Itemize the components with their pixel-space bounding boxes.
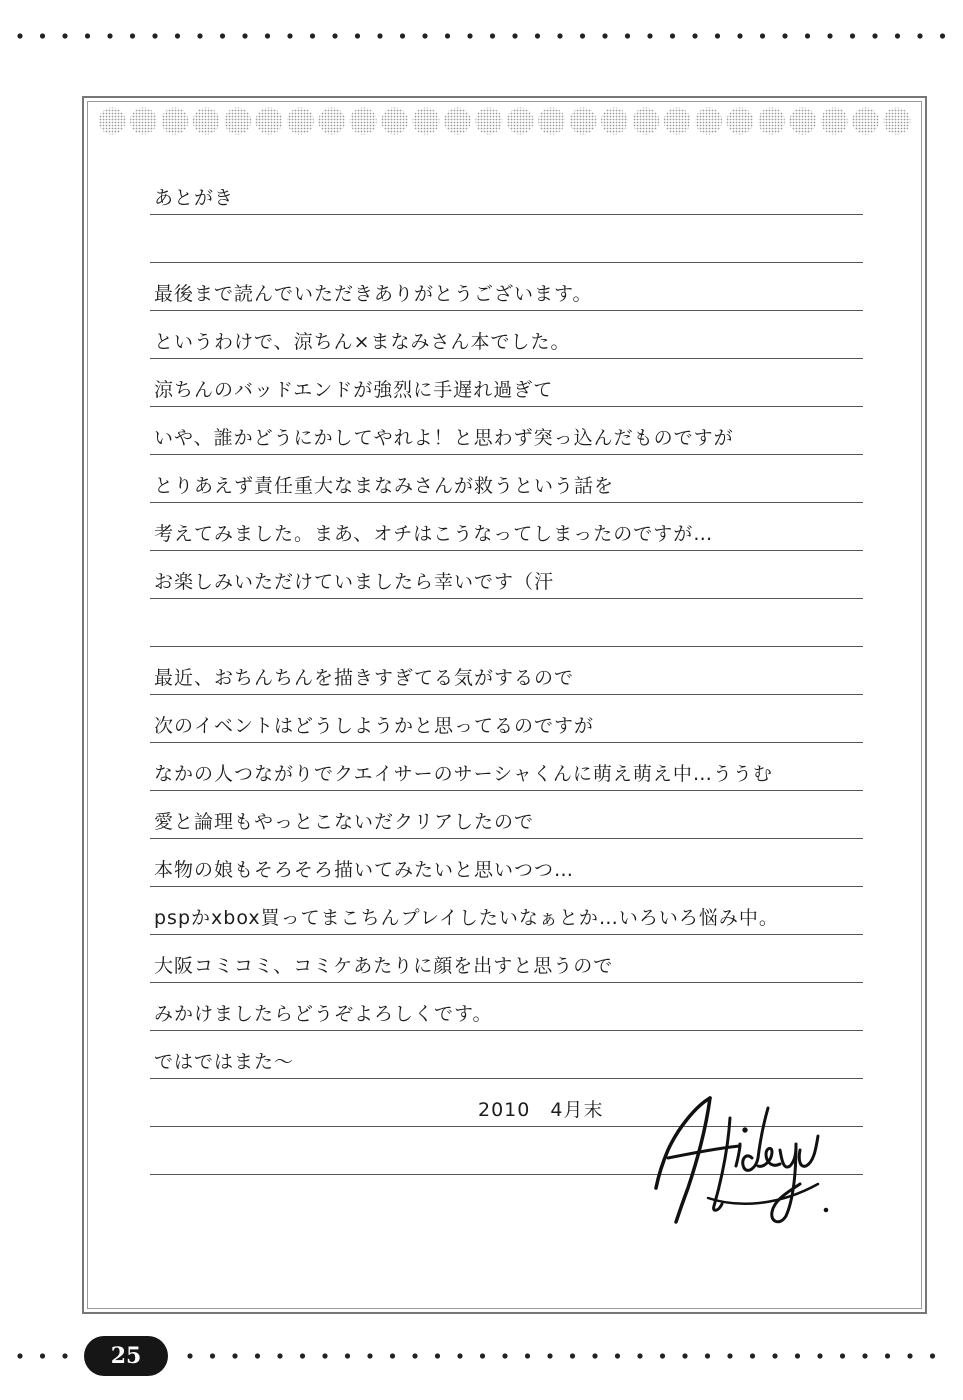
scallop-circle <box>727 108 754 135</box>
border-dot <box>502 1353 507 1358</box>
border-dot <box>40 33 45 38</box>
border-dot <box>615 1353 620 1358</box>
border-dot <box>457 1353 462 1358</box>
border-dot <box>277 1353 282 1358</box>
border-dot <box>435 1353 440 1358</box>
text-line: とりあえず責任重大なまなみさんが救うという話を <box>154 475 615 497</box>
ruled-line <box>150 502 863 551</box>
border-dot <box>727 1353 732 1358</box>
scallop-circle <box>287 108 314 135</box>
border-dot <box>547 1353 552 1358</box>
ruled-line <box>150 454 863 503</box>
text-line: なかの人つながりでクエイサーのサーシャくんに萌え萌え中…ううむ <box>154 763 773 785</box>
scallop-circle <box>758 108 785 135</box>
page-number-badge <box>84 1336 168 1376</box>
page-number: 25 <box>110 1343 142 1369</box>
scallop-circle <box>193 108 220 135</box>
border-dot <box>715 33 720 38</box>
scallop-circle <box>570 108 597 135</box>
border-dot <box>592 1353 597 1358</box>
scallop-circle <box>507 108 534 135</box>
border-dot <box>62 33 67 38</box>
border-dot <box>907 1353 912 1358</box>
text-line: pspかxbox買ってまこちんプレイしたいなぁとか…いろいろ悩み中。 <box>154 907 779 929</box>
border-dot <box>40 1353 45 1358</box>
border-dot <box>637 1353 642 1358</box>
scallop-circle <box>444 108 471 135</box>
border-dot <box>445 33 450 38</box>
border-dot <box>512 33 517 38</box>
border-dot <box>210 1353 215 1358</box>
ruled-line <box>150 646 863 695</box>
border-dot <box>490 33 495 38</box>
border-dot <box>255 1353 260 1358</box>
border-dot <box>107 33 112 38</box>
ruled-line-blank <box>150 598 863 647</box>
ruled-line <box>150 310 863 359</box>
border-dot <box>332 33 337 38</box>
border-dot <box>535 33 540 38</box>
scallop-circle <box>601 108 628 135</box>
ruled-line <box>150 694 863 743</box>
border-dot <box>895 33 900 38</box>
scallop-circle <box>664 108 691 135</box>
scallop-circle <box>99 108 126 135</box>
ruled-line <box>150 1030 863 1079</box>
text-line: 涼ちんのバッドエンドが強烈に手遅れ過ぎて <box>154 379 554 401</box>
border-dot <box>367 1353 372 1358</box>
border-dot <box>692 33 697 38</box>
ruled-line <box>150 982 863 1031</box>
scallop-circle <box>852 108 879 135</box>
border-dot <box>625 33 630 38</box>
border-dot <box>322 1353 327 1358</box>
border-dot <box>197 33 202 38</box>
text-line: 大阪コミコミ、コミケあたりに顔を出すと思うので <box>154 955 614 977</box>
border-dot <box>355 33 360 38</box>
border-dot <box>862 1353 867 1358</box>
border-dot <box>917 33 922 38</box>
text-line: 愛と論理もやっとこないだクリアしたので <box>154 811 535 833</box>
border-dot <box>782 33 787 38</box>
border-dot <box>175 33 180 38</box>
ruled-line <box>150 790 863 839</box>
border-dot <box>872 33 877 38</box>
scallop-circle <box>475 108 502 135</box>
border-dot <box>300 1353 305 1358</box>
border-dot <box>850 33 855 38</box>
border-dot <box>390 1353 395 1358</box>
scallop-circle <box>256 108 283 135</box>
ruled-line <box>150 406 863 455</box>
text-line: みかけましたらどうぞよろしくです。 <box>154 1003 493 1025</box>
scallop-circle <box>884 108 911 135</box>
border-dot <box>85 33 90 38</box>
scallop-circle <box>350 108 377 135</box>
border-dot <box>647 33 652 38</box>
border-dot <box>557 33 562 38</box>
scallop-circle <box>381 108 408 135</box>
text-line: 次のイベントはどうしようかと思ってるのですが <box>154 715 595 737</box>
scallop-header-band <box>96 106 912 136</box>
ruled-line <box>150 262 863 311</box>
border-dot <box>737 33 742 38</box>
border-dot <box>480 1353 485 1358</box>
text-line: いや、誰かどうにかしてやれよ！と思わず突っ込んだものですが <box>154 427 734 449</box>
border-dot <box>412 1353 417 1358</box>
scallop-circle <box>130 108 157 135</box>
scallop-circle <box>413 108 440 135</box>
border-dot <box>220 33 225 38</box>
border-dot <box>772 1353 777 1358</box>
border-dot <box>602 33 607 38</box>
border-dot <box>930 1353 935 1358</box>
border-dot <box>310 33 315 38</box>
border-dot <box>17 33 22 38</box>
border-dot <box>400 33 405 38</box>
border-dot <box>580 33 585 38</box>
border-dot <box>17 1353 22 1358</box>
scallop-circle <box>821 108 848 135</box>
border-dot <box>760 33 765 38</box>
ruled-line <box>150 742 863 791</box>
border-dot <box>827 33 832 38</box>
scallop-circle <box>632 108 659 135</box>
text-line: というわけで、涼ちん×まなみさん本でした。 <box>154 331 571 353</box>
border-dot <box>467 33 472 38</box>
afterword-title: あとがき <box>154 187 235 209</box>
signature-scribble <box>648 1088 838 1228</box>
ruled-line <box>150 886 863 935</box>
scallop-circle <box>318 108 345 135</box>
border-dot <box>840 1353 845 1358</box>
border-dot <box>817 1353 822 1358</box>
dot-pattern-top <box>0 30 963 42</box>
scallop-circle <box>224 108 251 135</box>
border-dot <box>232 1353 237 1358</box>
text-line: 最後まで読んでいただきありがとうございます。 <box>154 283 593 305</box>
scallop-circle <box>538 108 565 135</box>
border-dot <box>885 1353 890 1358</box>
border-dot <box>345 1353 350 1358</box>
border-dot <box>795 1353 800 1358</box>
text-line: 本物の娘もそろそろ描いてみたいと思いつつ… <box>154 859 575 881</box>
border-dot <box>570 1353 575 1358</box>
top-dot-border <box>0 30 963 42</box>
border-dot <box>805 33 810 38</box>
text-line: お楽しみいただけていましたら幸いです（汗 <box>154 571 555 593</box>
border-dot <box>705 1353 710 1358</box>
scallop-circle <box>789 108 816 135</box>
scallop-circle <box>161 108 188 135</box>
border-dot <box>62 1353 67 1358</box>
ruled-line <box>150 550 863 599</box>
scallop-circle <box>695 108 722 135</box>
border-dot <box>682 1353 687 1358</box>
date-text: 2010 4月末 <box>478 1099 604 1121</box>
border-dot <box>130 33 135 38</box>
border-dot <box>152 33 157 38</box>
text-line: ではではまた～ <box>154 1051 295 1073</box>
ruled-line-blank <box>150 214 863 263</box>
border-dot <box>660 1353 665 1358</box>
border-dot <box>287 33 292 38</box>
border-dot <box>940 33 945 38</box>
ruled-line <box>150 358 863 407</box>
border-dot <box>525 1353 530 1358</box>
ruled-line <box>150 838 863 887</box>
ruled-line-title <box>150 166 863 215</box>
border-dot <box>242 33 247 38</box>
border-dot <box>377 33 382 38</box>
text-line: 最近、おちんちんを描きすぎてる気がするので <box>154 667 575 689</box>
ruled-line <box>150 934 863 983</box>
border-dot <box>670 33 675 38</box>
border-dot <box>265 33 270 38</box>
border-dot <box>187 1353 192 1358</box>
border-dot <box>750 1353 755 1358</box>
text-line: 考えてみました。まあ、オチはこうなってしまったのですが… <box>154 523 714 545</box>
border-dot <box>422 33 427 38</box>
